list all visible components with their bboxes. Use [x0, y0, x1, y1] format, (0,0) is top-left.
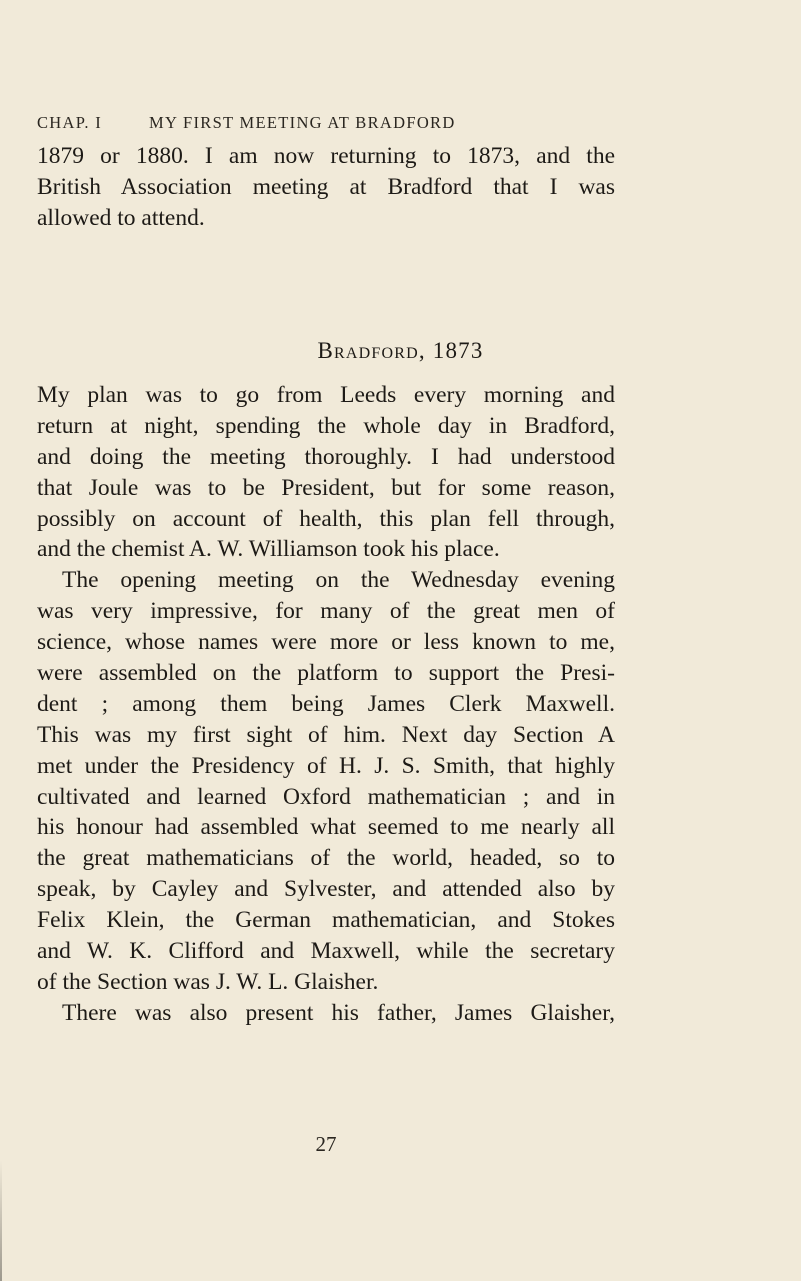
chapter-label: CHAP. I: [37, 113, 103, 132]
text-line: cultivated and learned Oxford mathematician ; and in: [37, 783, 615, 810]
running-head: [37, 113, 617, 133]
paragraph-2: [37, 380, 615, 1029]
page-edge-shadow: [0, 1160, 2, 1281]
text-line: the great mathematicians of the world, headed, so to: [37, 845, 615, 872]
text-line: return at night, spending the whole day in Bradford,: [37, 412, 615, 439]
text-line: dent ; among them being James Clerk Maxwell.: [37, 690, 615, 717]
text-line: There was also present his father, James Glaisher,: [62, 999, 615, 1026]
text-line: My plan was to go from Leeds every morning and: [37, 382, 615, 408]
section-heading-year: 1873: [432, 338, 484, 363]
running-head-title: MY FIRST MEETING AT BRADFORD: [149, 113, 456, 132]
text-line: Felix Klein, the German mathematician, and Stokes: [37, 907, 615, 934]
page-number: 27: [315, 1132, 337, 1156]
text-line: and the chemist A. W. Williamson took his place.: [37, 536, 500, 563]
text-line: met under the Presidency of H. J. S. Smith, that highly: [37, 752, 615, 779]
text-line: 1879 or 1880. I am now returning to 1873, and the: [37, 143, 615, 169]
text-line: British Association meeting at Bradford that I was: [37, 173, 615, 200]
text-line: allowed to attend.: [37, 204, 205, 231]
text-line: that Joule was to be President, but for some reason,: [37, 474, 615, 501]
text-line: and W. K. Clifford and Maxwell, while the secretary: [37, 938, 615, 965]
text-line: science, whose names were more or less known to me,: [37, 629, 615, 656]
text-line: This was my first sight of him. Next day Section A: [37, 721, 615, 748]
text-line: were assembled on the platform to support the Presi-: [37, 660, 615, 687]
text-line: his honour had assembled what seemed to me nearly all: [37, 814, 615, 841]
section-heading-place: Bradford,: [317, 338, 426, 363]
text-line: and doing the meeting thoroughly. I had understood: [37, 443, 615, 470]
text-line: speak, by Cayley and Sylvester, and attended also by: [37, 876, 615, 903]
text-line: The opening meeting on the Wednesday evening: [62, 567, 615, 594]
text-line: of the Section was J. W. L. Glaisher.: [37, 968, 379, 995]
paragraph-1: [37, 141, 615, 234]
text-line: possibly on account of health, this plan fell through,: [37, 505, 615, 532]
section-heading: [0, 338, 801, 364]
text-line: was very impressive, for many of the great men of: [37, 598, 615, 625]
